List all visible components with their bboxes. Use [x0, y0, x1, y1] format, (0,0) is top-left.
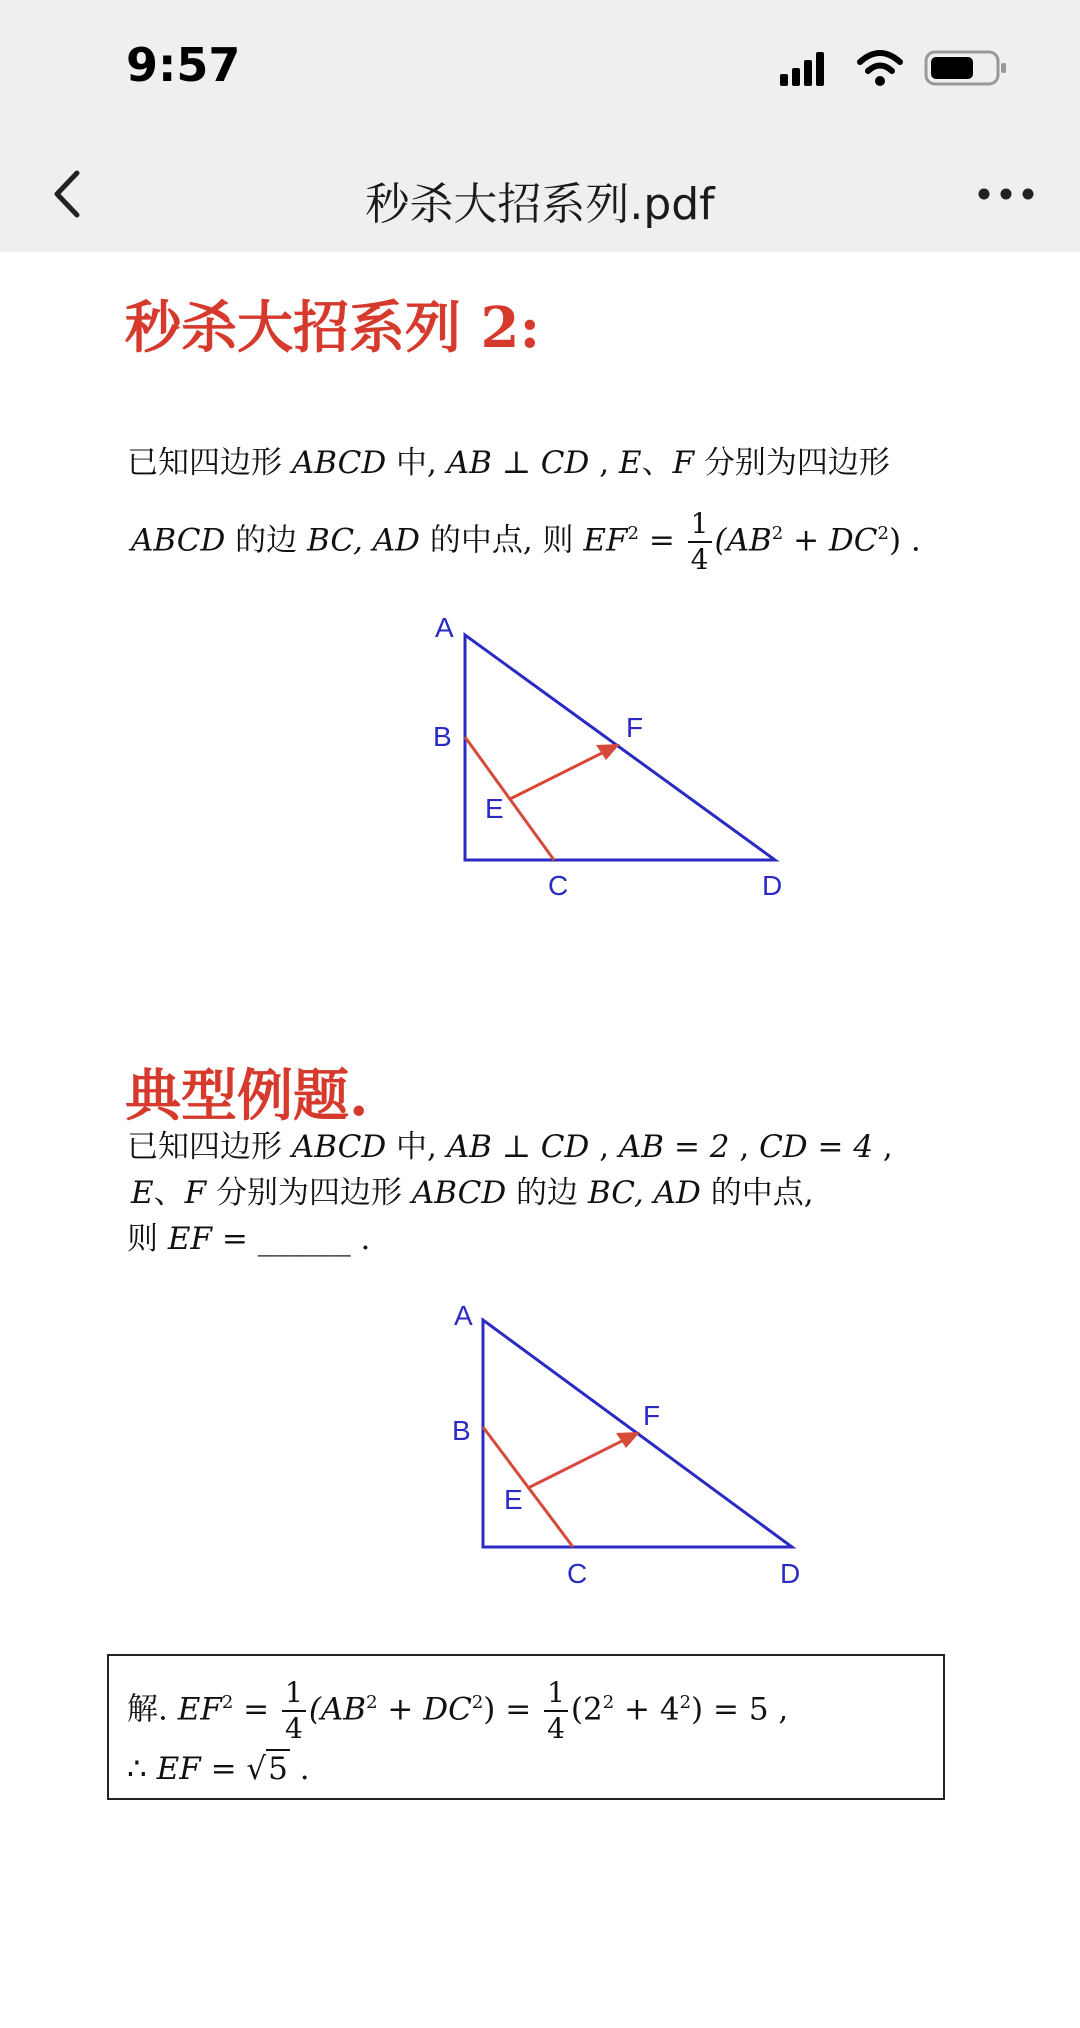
label-c: C — [548, 870, 569, 901]
triangle-figure-1 — [420, 605, 800, 905]
sqrt-radicand: 5 — [268, 1751, 288, 1787]
nav-bar — [0, 140, 1080, 252]
solution-line-1: 解. $EF^2$ = $\frac{1}{4}$ $(AB^2 + DC^2)$ = $\frac{1}{4}$ $(2^2 + 4^2) = 5$ , — [127, 1675, 789, 1745]
example-line-1: 已知四边形 ABCD 中, AB ⊥ CD , AB = 2 , CD = 4 , — [127, 1129, 893, 1165]
fraction: $\frac{1}{4}$ — [544, 1679, 568, 1743]
example-line-2: E、F 分别为四边形 ABCD 的边 BC, AD 的中点, — [131, 1175, 814, 1211]
solution-line-2: ∴ EF = √5 . — [127, 1751, 310, 1787]
vector-ef — [528, 1434, 636, 1488]
label-f: F — [643, 1400, 661, 1431]
triangle-outline — [465, 635, 775, 860]
label-d: D — [762, 870, 783, 901]
triangle-figure-2 — [440, 1295, 820, 1595]
label-e: E — [504, 1484, 523, 1515]
status-bar — [0, 0, 1080, 140]
label-d: D — [780, 1558, 801, 1589]
answer-blank: ______ — [257, 1221, 351, 1257]
label-b: B — [433, 721, 452, 752]
example-line-3: 则 EF = ______ . — [127, 1221, 371, 1257]
status-time: 9:57 — [126, 38, 241, 92]
label-f: F — [626, 712, 644, 743]
solution-box — [107, 1654, 945, 1800]
status-icons — [780, 48, 1010, 88]
label-a: A — [454, 1300, 473, 1331]
section-heading-1: 秒杀大招系列 2: — [125, 295, 541, 361]
label-c: C — [567, 1558, 588, 1589]
more-options-icon[interactable] — [976, 174, 1036, 214]
arrow-head — [616, 1432, 640, 1448]
label-e: E — [485, 793, 504, 824]
section-heading-2: 典型例题. — [125, 1063, 369, 1129]
vector-ef — [510, 746, 616, 799]
label-b: B — [452, 1415, 471, 1446]
arrow-head — [596, 744, 620, 760]
sqrt-sign: √ — [246, 1751, 267, 1787]
theorem-line-2: ABCD 的边 BC, AD 的中点, 则 $EF^2$ = $\frac{1}{4}$ $(AB^2 + DC^2)$ . — [131, 506, 921, 576]
document-title: 秒杀大招系列.pdf — [365, 179, 715, 230]
signal-icon — [780, 52, 824, 86]
battery-icon — [926, 52, 1006, 84]
fraction: $\frac{1}{4}$ — [282, 1679, 306, 1743]
fraction: $\frac{1}{4}$ — [688, 510, 712, 574]
label-a: A — [435, 612, 454, 643]
theorem-line-1: 已知四边形 ABCD 中, AB ⊥ CD , E、F 分别为四边形 — [127, 445, 890, 481]
wifi-icon — [860, 53, 900, 86]
segment-bc — [465, 737, 554, 860]
